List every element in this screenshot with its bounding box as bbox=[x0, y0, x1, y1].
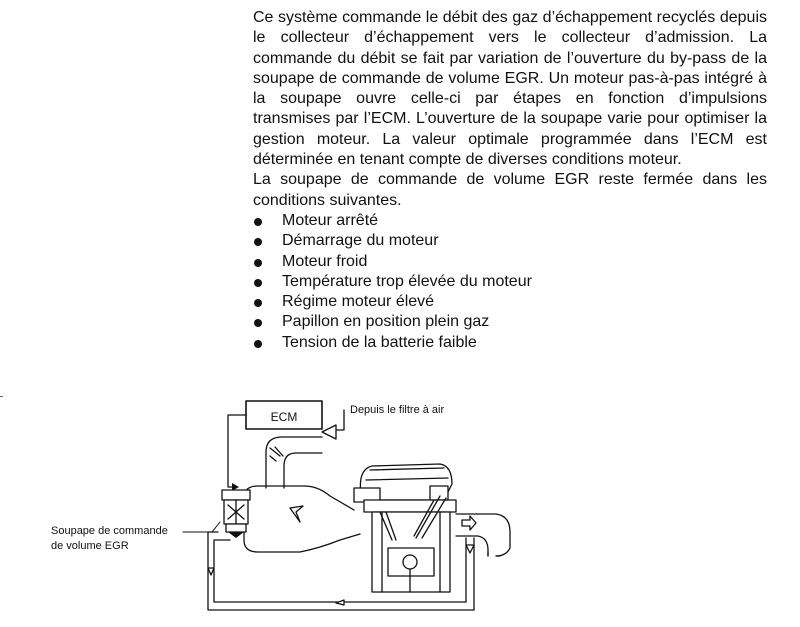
list-item: Moteur froid bbox=[253, 252, 767, 272]
ecm-signal-wire bbox=[228, 415, 246, 491]
ecm-box bbox=[246, 401, 322, 429]
list-item: Tension de la batterie faible bbox=[253, 333, 767, 353]
list-item: Moteur arrêté bbox=[253, 211, 767, 231]
ecm-label: ECM bbox=[270, 410, 298, 424]
list-item: Démarrage du moteur bbox=[253, 231, 767, 251]
list-item: Régime moteur élevé bbox=[253, 292, 767, 312]
description-text bbox=[253, 8, 767, 353]
air-inlet-arrow-icon bbox=[322, 425, 336, 439]
list-item: Température trop élevée du moteur bbox=[253, 272, 767, 292]
exhaust-flow-arrow-icon bbox=[462, 516, 476, 530]
egr-system-diagram bbox=[0, 380, 800, 627]
flow-arrow-icon bbox=[290, 506, 303, 522]
egr-control-valve bbox=[222, 490, 250, 538]
paragraph-closed-conditions: La soupape de commande de volume EGR reste fermée dans les conditions suivantes. bbox=[253, 171, 767, 209]
svg-text:de volume EGR: de volume EGR bbox=[51, 540, 129, 552]
engine-cylinder bbox=[354, 464, 456, 592]
paragraph-system-description: Ce système commande le débit des gaz d’échappement recyclés depuis le collecteur d’échappement vers le collecteur d’admission. La commande du débit se fait par variation de l’ouverture du by-pass de la soupape de commande de volume EGR. Un moteur pas-à-pas intégré à la soupape ouvre celle-ci par étapes en fonction d’impulsions transmises par l’ECM. L’ouverture de la soupape varie pour optimiser la gestion moteur. La valeur optimale programmée dans l’ECM est déterminée en tenant compte de diverses conditions moteur. bbox=[253, 9, 767, 169]
conditions-list bbox=[253, 211, 767, 353]
svg-text:Soupape de commande: Soupape de commande bbox=[51, 525, 168, 537]
air-filter-label: Depuis le filtre à air bbox=[350, 404, 445, 416]
intake-manifold bbox=[244, 437, 360, 552]
exhaust-manifold bbox=[456, 514, 510, 556]
egr-take-off-arrow-icon bbox=[466, 545, 474, 553]
egr-flow-arrow-icon bbox=[208, 568, 214, 575]
egr-valve-label bbox=[51, 522, 220, 552]
list-item: Papillon en position plein gaz bbox=[253, 312, 767, 332]
